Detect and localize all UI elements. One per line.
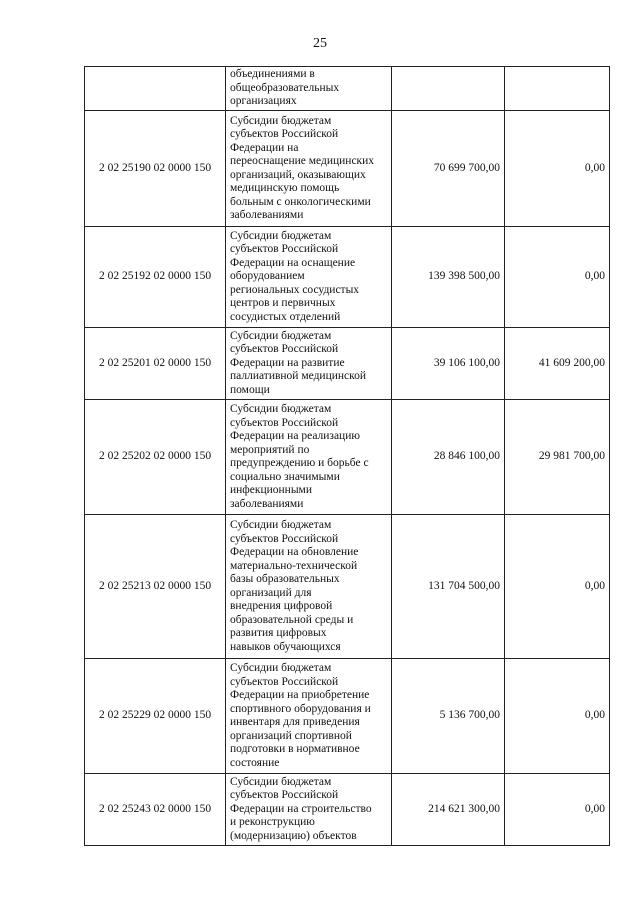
amount-cell-year-2: 0,00 [505, 227, 610, 328]
table-row [85, 515, 610, 659]
table-row [85, 400, 610, 515]
table-row [85, 227, 610, 328]
table-row [85, 111, 610, 227]
budget-table [84, 66, 610, 846]
revenue-name-cell: Субсидии бюджетам субъектов Российской Федерации на оснащение оборудованием региональных сосудистых центров и первичных сосудистых отделений [226, 227, 392, 328]
kbk-code-cell: 2 02 25213 02 0000 150 [85, 515, 226, 659]
revenue-name-cell: Субсидии бюджетам субъектов Российской Федерации на обновление материально-технической базы образовательных организаций для внедрения цифровой образовательной среды и развития цифровых навыков обучающихся [226, 515, 392, 659]
revenue-name-cell: Субсидии бюджетам субъектов Российской Федерации на развитие паллиативной медицинской помощи [226, 328, 392, 400]
revenue-name-cell: Субсидии бюджетам субъектов Российской Федерации на реализацию мероприятий по предупреждению и борьбе с социально значимыми инфекционными заболеваниями [226, 400, 392, 515]
table-row [85, 328, 610, 400]
amount-cell-year-2: 0,00 [505, 659, 610, 774]
kbk-code-cell: 2 02 25229 02 0000 150 [85, 659, 226, 774]
kbk-code-cell: 2 02 25201 02 0000 150 [85, 328, 226, 400]
amount-cell-year-1: 5 136 700,00 [392, 659, 505, 774]
kbk-code-cell: 2 02 25192 02 0000 150 [85, 227, 226, 328]
amount-cell-year-1: 131 704 500,00 [392, 515, 505, 659]
amount-cell-year-1: 70 699 700,00 [392, 111, 505, 227]
amount-cell-year-1: 28 846 100,00 [392, 400, 505, 515]
table-row [85, 774, 610, 846]
amount-cell-year-1 [392, 67, 505, 111]
revenue-name-cell: Субсидии бюджетам субъектов Российской Федерации на приобретение спортивного оборудования и инвентаря для приведения организаций спортивной подготовки в нормативное состояние [226, 659, 392, 774]
kbk-code-cell: 2 02 25190 02 0000 150 [85, 111, 226, 227]
revenue-name-cell: Субсидии бюджетам субъектов Российской Федерации на переоснащение медицинских организаций, оказывающих медицинскую помощь больным с онкологическими заболеваниями [226, 111, 392, 227]
kbk-code-cell: 2 02 25202 02 0000 150 [85, 400, 226, 515]
amount-cell-year-2: 29 981 700,00 [505, 400, 610, 515]
amount-cell-year-1: 214 621 300,00 [392, 774, 505, 846]
amount-cell-year-1: 139 398 500,00 [392, 227, 505, 328]
kbk-code-cell: 2 02 25243 02 0000 150 [85, 774, 226, 846]
amount-cell-year-2: 0,00 [505, 515, 610, 659]
amount-cell-year-2: 41 609 200,00 [505, 328, 610, 400]
revenue-name-cell: Субсидии бюджетам субъектов Российской Федерации на строительство и реконструкцию (модернизацию) объектов [226, 774, 392, 846]
amount-cell-year-2: 0,00 [505, 111, 610, 227]
table-row [85, 67, 610, 111]
revenue-name-cell: объединениями в общеобразовательных организациях [226, 67, 392, 111]
amount-cell-year-2 [505, 67, 610, 111]
amount-cell-year-2: 0,00 [505, 774, 610, 846]
amount-cell-year-1: 39 106 100,00 [392, 328, 505, 400]
page-number: 25 [313, 36, 327, 51]
kbk-code-cell [85, 67, 226, 111]
table-row [85, 659, 610, 774]
